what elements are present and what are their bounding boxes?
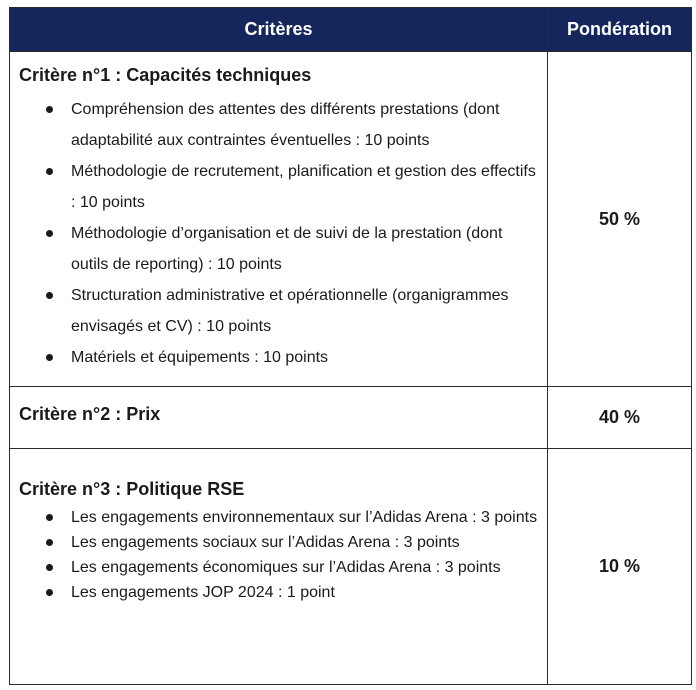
criteria-cell xyxy=(10,449,548,685)
criteria-table-container xyxy=(9,7,691,685)
table-row xyxy=(10,387,692,449)
weight-cell: 50 % xyxy=(548,52,692,387)
criteria-cell xyxy=(10,387,548,449)
criterion-title: Critère n°2 : Prix xyxy=(19,404,161,424)
list-item: Matériels et équipements : 10 points xyxy=(19,342,539,373)
criterion-items xyxy=(19,94,539,373)
table-header-row xyxy=(10,8,692,52)
list-item: Les engagements environnementaux sur l’Adidas Arena : 3 points xyxy=(19,505,539,530)
weight-column-header: Pondération xyxy=(548,8,692,52)
list-item: Les engagements économiques sur l’Adidas Arena : 3 points xyxy=(19,555,539,580)
table-row xyxy=(10,449,692,685)
criterion-items xyxy=(19,505,539,605)
list-item: Structuration administrative et opérationnelle (organigrammes envisagés et CV) : 10 points xyxy=(19,280,539,342)
weight-cell: 10 % xyxy=(548,449,692,685)
list-item: Méthodologie de recrutement, planification et gestion des effectifs : 10 points xyxy=(19,156,539,218)
criterion-title: Critère n°3 : Politique RSE xyxy=(19,479,245,499)
weight-cell: 40 % xyxy=(548,387,692,449)
list-item: Compréhension des attentes des différents prestations (dont adaptabilité aux contraintes éventuelles : 10 points xyxy=(19,94,539,156)
criteria-column-header: Critères xyxy=(10,8,548,52)
list-item: Méthodologie d’organisation et de suivi de la prestation (dont outils de reporting) : 10 points xyxy=(19,218,539,280)
list-item: Les engagements JOP 2024 : 1 point xyxy=(19,580,539,605)
criterion-title: Critère n°1 : Capacités techniques xyxy=(19,65,312,85)
table-row xyxy=(10,52,692,387)
criteria-cell xyxy=(10,52,548,387)
list-item: Les engagements sociaux sur l’Adidas Arena : 3 points xyxy=(19,530,539,555)
criteria-table xyxy=(9,7,692,685)
